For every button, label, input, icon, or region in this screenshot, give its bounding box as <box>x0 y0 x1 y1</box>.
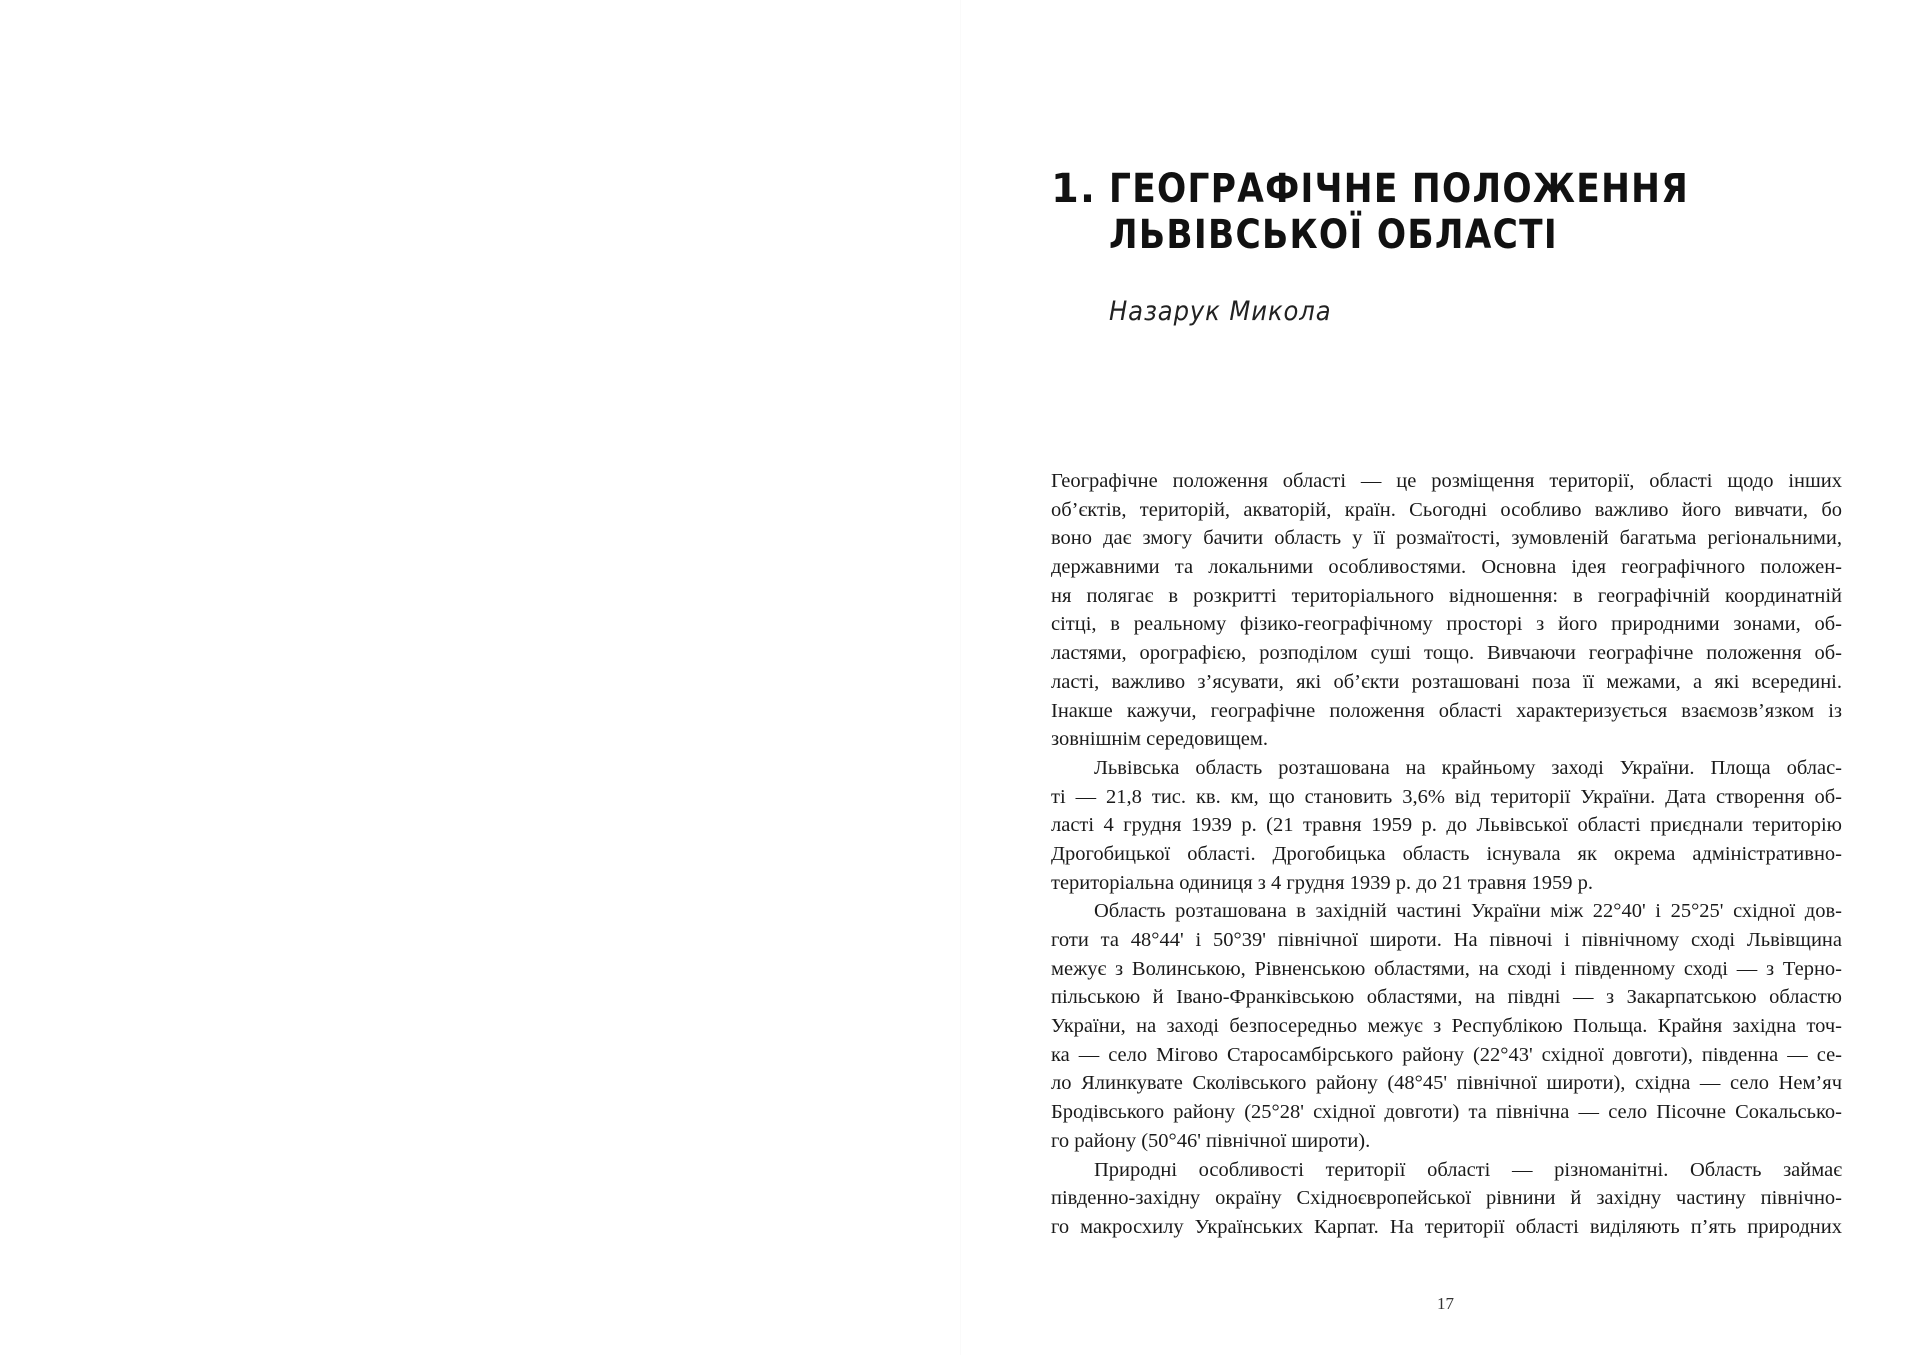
page-spread-gutter <box>960 0 961 1355</box>
text-line: ло Ялинкувате Сколівського району (48°45' північної широти), східна — село Нем’яч <box>1051 1072 1842 1095</box>
text-line: го макросхилу Українських Карпат. На території області виділяють п’ять природних <box>1051 1215 1842 1238</box>
text-line: південно-західну окраїну Східноєвропейської рівнини й західну частину північно- <box>1051 1187 1842 1210</box>
text-line: Дрогобицької області. Дрогобицька область існувала як окрема адміністративно- <box>1051 842 1842 865</box>
chapter-author: Назарук Микола <box>1109 296 1332 327</box>
text-line: ласті, важливо з’ясувати, які об’єкти розташовані поза її межами, а які всередині. <box>1051 670 1842 693</box>
text-line: Інакше кажучи, географічне положення області характеризується взаємозв’язком із <box>1051 699 1842 722</box>
chapter-number: 1. <box>1051 166 1097 212</box>
body-text <box>1051 467 1842 1242</box>
text-line: ті — 21,8 тис. кв. км, що становить 3,6% від території України. Дата створення об- <box>1051 785 1842 808</box>
text-line: Бродівського району (25°28' східної довготи) та північна — село Пісочне Сокальсько- <box>1051 1101 1842 1124</box>
text-line: го району (50°46' північної широти). <box>1051 1129 1371 1152</box>
text-line: готи та 48°44' і 50°39' північної широти. На півночі і північному сході Львівщина <box>1051 929 1842 951</box>
text-line: пільською й Івано-Франківською областями, на півдні — з Закарпатською областю <box>1051 986 1842 1009</box>
text-line: ня полягає в розкритті територіального відношення: в географічній координатній <box>1051 584 1842 607</box>
text-line: межує з Волинською, Рівненською областями, на сході і південному сході — з Терно- <box>1051 957 1842 980</box>
text-line: Львівська область розташована на крайньому заході України. Площа облас- <box>1094 756 1842 779</box>
chapter-title-line-2: ЛЬВІВСЬКОЇ ОБЛАСТІ <box>1109 212 1559 258</box>
text-line: об’єктів, територій, акваторій, країн. Сьогодні особливо важливо його вивчати, бо <box>1051 498 1842 521</box>
text-line: Географічне положення області — це розміщення території, області щодо інших <box>1051 470 1842 492</box>
text-line: державними та локальними особливостями. Основна ідея географічного положен- <box>1051 556 1842 579</box>
text-line: ка — село Мігово Старосамбірського району (22°43' східної довготи), південна — се- <box>1051 1043 1842 1066</box>
text-line: ласті 4 грудня 1939 р. (21 травня 1959 р. до Львівської області приєднали територію <box>1051 814 1842 837</box>
chapter-title <box>1109 166 1689 258</box>
page-number: 17 <box>1437 1294 1454 1313</box>
text-line: України, на заході безпосередньо межує з Республікою Польща. Крайня західна точ- <box>1051 1015 1842 1038</box>
text-line: ластями, орографією, розподілом суші тощо. Вивчаючи географічне положення об- <box>1051 642 1842 665</box>
text-line: сітці, в реальному фізико-географічному просторі з його природними зонами, об- <box>1051 613 1842 636</box>
text-line: воно дає змогу бачити область у її розмаїтості, зумовленій багатьма регіональними, <box>1051 527 1842 550</box>
text-line: територіальна одиниця з 4 грудня 1939 р. до 21 травня 1959 р. <box>1051 871 1593 894</box>
text-line: зовнішнім середовищем. <box>1051 728 1268 751</box>
text-line: Область розташована в західній частині України між 22°40' і 25°25' східної дов- <box>1094 900 1842 923</box>
chapter-title-line-1: ГЕОГРАФІЧНЕ ПОЛОЖЕННЯ <box>1109 166 1690 212</box>
text-line: Природні особливості території області — різноманітні. Область займає <box>1094 1158 1842 1181</box>
